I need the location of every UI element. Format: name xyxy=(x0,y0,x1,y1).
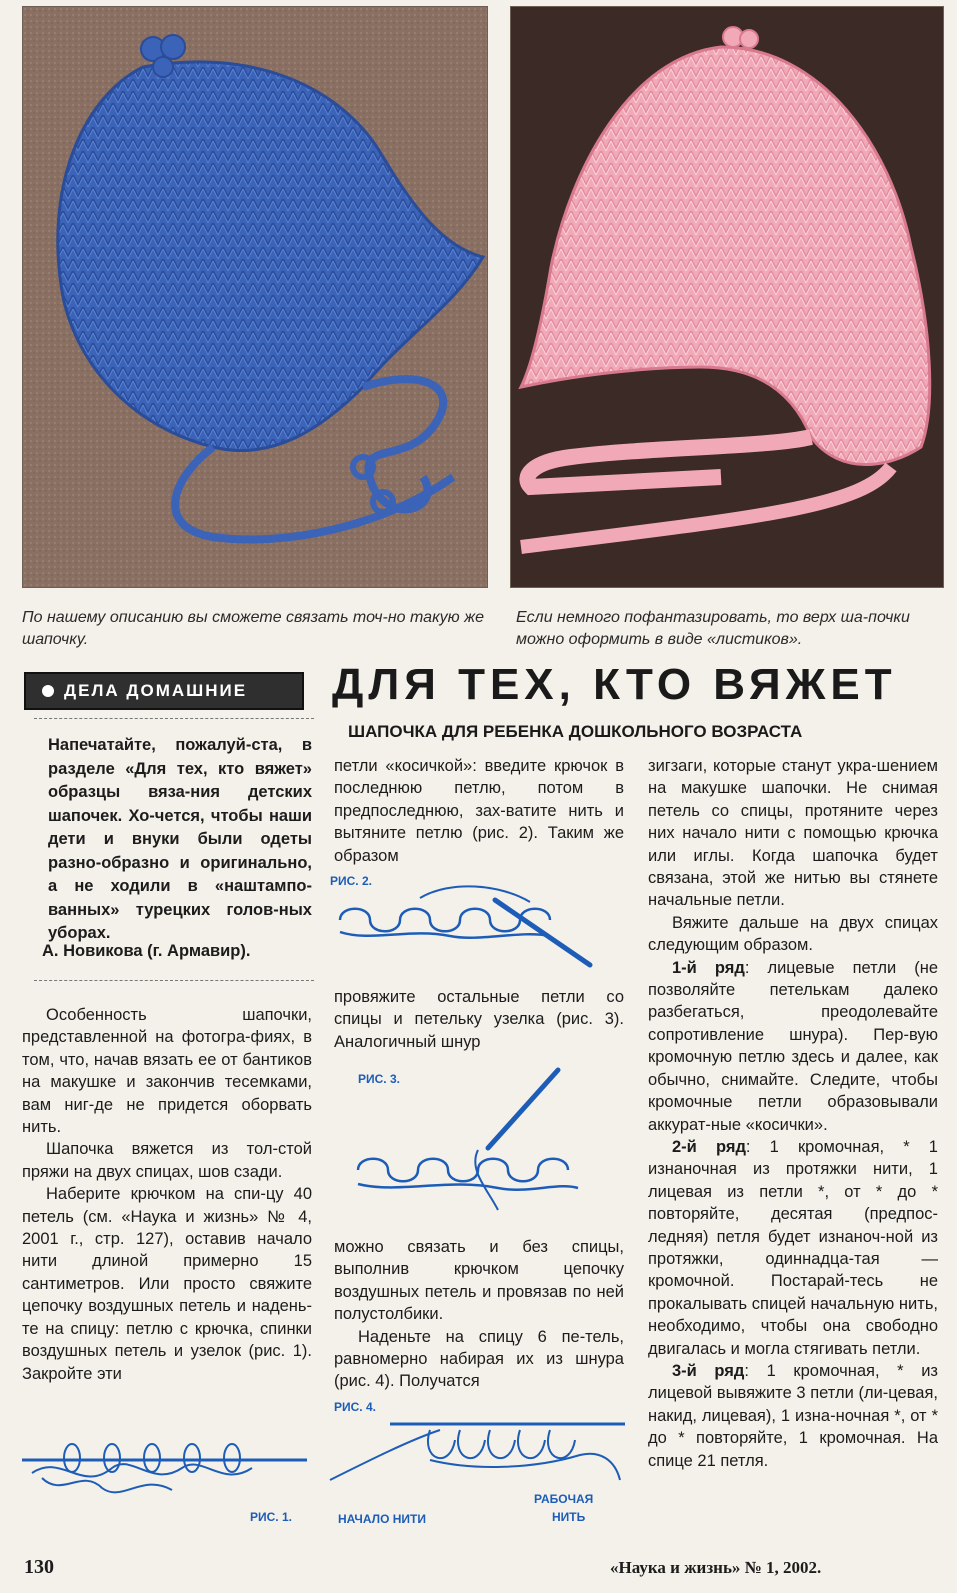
column-3 xyxy=(648,755,938,1472)
page-number: 130 xyxy=(24,1556,54,1578)
figure-2 xyxy=(330,870,630,970)
figure-4-work-label-2: НИТЬ xyxy=(552,1510,586,1524)
divider xyxy=(34,980,314,981)
figure-4-start-label: НАЧАЛО НИТИ xyxy=(338,1512,426,1526)
column-2-top xyxy=(334,755,624,867)
divider xyxy=(34,718,314,719)
reader-letter xyxy=(34,710,314,982)
paragraph: можно связать и без спицы, выполнив крючком цепочку воздушных петель и провязав по ней полустолбики. xyxy=(334,1238,624,1324)
paragraph: провяжите остальные петли со спицы и петельку узелка (рис. 3). Аналогичный шнур xyxy=(334,988,624,1051)
section-rubric xyxy=(24,672,304,710)
reader-letter-author: А. Новикова (г. Армавир). xyxy=(42,942,251,960)
caption-right: Если немного пофантазировать, то верх ша-почки можно оформить в виде «листиков». xyxy=(516,609,910,648)
article-title: ДЛЯ ТЕХ, КТО ВЯЖЕТ xyxy=(332,660,897,709)
figure-3 xyxy=(348,1060,638,1230)
photo-pink-hat xyxy=(510,6,944,588)
column-2-bottom xyxy=(334,1236,624,1393)
figure-1-label: РИС. 1. xyxy=(250,1510,292,1524)
paragraph: Наберите крючком на спи-цу 40 петель (см. «Наука и жизнь» № 4, 2001 г., стр. 127), оставив начало нити длиной примерно 15 сантиметров. Или просто свяжите цепочку воздушных петель и надень-те на спицу: петлю с крючка, спинки воздушных петель и узелок (рис. 1). Закройте эти xyxy=(22,1185,312,1383)
article-subtitle: ШАПОЧКА ДЛЯ РЕБЕНКА ДОШКОЛЬНОГО ВОЗРАСТА xyxy=(348,722,803,741)
paragraph: Особенность шапочки, представленной на фотогра-фиях, в том, что, начав вязать ее от бантиков на макушке и закончив тесемками, вам ниг-де не придется оборвать нить. xyxy=(22,1006,312,1137)
row-2-text: : 1 кромочная, * 1 изнаночная из протяжки нити, 1 лицевая из петли *, от * до * повторяйте, десятая (предпос-ледняя) петля будет изнаноч-ной из протяжки, одиннадца-тая — кромочной. Постарай-тесь не прокалывать спицей начальную нить, необходимо, чтобы она свободно двигалась и могла стягивать петли. xyxy=(648,1137,938,1358)
caption-left: По нашему описанию вы сможете связать точ-но такую же шапочку. xyxy=(22,609,484,648)
paragraph: Наденьте на спицу 6 пе-тель, равномерно набирая их из шнура (рис. 4). Получатся xyxy=(334,1327,624,1391)
paragraph: зигзаги, которые станут укра-шением на макушке шапочки. Не снимая петель со спицы, протяните через них начало нити с помощью крючка или иглы. Когда шапочка будет связана, этой же нитью вы стянете начальные петли. xyxy=(648,757,938,910)
row-3-text: : 1 кромочная, * из лицевой вывяжите 3 петли (ли-цевая, накид, лицевая), 1 изна-ночная *, от * до * повторяйте, 1 кромочная. На спице 21 петля. xyxy=(648,1361,938,1470)
bullet-icon xyxy=(42,685,54,697)
photo-blue-hat xyxy=(22,6,488,588)
figure-4-label: РИС. 4. xyxy=(334,1400,376,1414)
row-3-label: 3-й ряд xyxy=(672,1361,745,1380)
figure-3-label: РИС. 3. xyxy=(358,1072,400,1086)
paragraph: петли «косичкой»: введите крючок в последнюю петлю, потом в предпоследнюю, зах-ватите нить и вытяните петлю (рис. 2). Таким же образом xyxy=(334,757,624,865)
column-2-middle xyxy=(334,986,624,1053)
paragraph-row-3 xyxy=(648,1360,938,1472)
figure-4-work-label-1: РАБОЧАЯ xyxy=(534,1492,594,1506)
figure-2-drawing xyxy=(330,870,630,970)
paragraph: Вяжите дальше на двух спицах следующим образом. xyxy=(648,913,938,955)
reader-letter-text: Напечатайте, пожалуй-ста, в разделе «Для тех, кто вяжет» образцы вяза-ния детских шапочек. Хо-чется, чтобы наши дети и внуки были одеты разно-образно и оригинально, а не ходили в «наштампо-ванных» турецких голов-ных уборах. xyxy=(48,736,312,942)
row-1-label: 1-й ряд xyxy=(672,958,745,977)
figure-1 xyxy=(22,1418,312,1528)
journal-issue: «Наука и жизнь» № 1, 2002. xyxy=(610,1558,822,1577)
paragraph-row-2 xyxy=(648,1136,938,1360)
row-1-text: : лицевые петли (не позволяйте петелькам далеко разбегаться, преодолевайте сопротивление шнура). Пер-вую кромочную петлю здесь и далее, как обычно, снимайте. Следите, чтобы кромочные петли образовывали аккурат-ные «косички». xyxy=(648,958,938,1134)
row-2-label: 2-й ряд xyxy=(672,1137,746,1156)
rubric-label: ДЕЛА ДОМАШНИЕ xyxy=(64,681,248,700)
figure-2-label: РИС. 2. xyxy=(330,874,372,888)
figure-4 xyxy=(330,1400,630,1532)
column-1 xyxy=(22,1004,312,1385)
paragraph: Шапочка вяжется из тол-стой пряжи на двух спицах, шов сзади. xyxy=(22,1140,312,1181)
paragraph-row-1 xyxy=(648,957,938,1136)
